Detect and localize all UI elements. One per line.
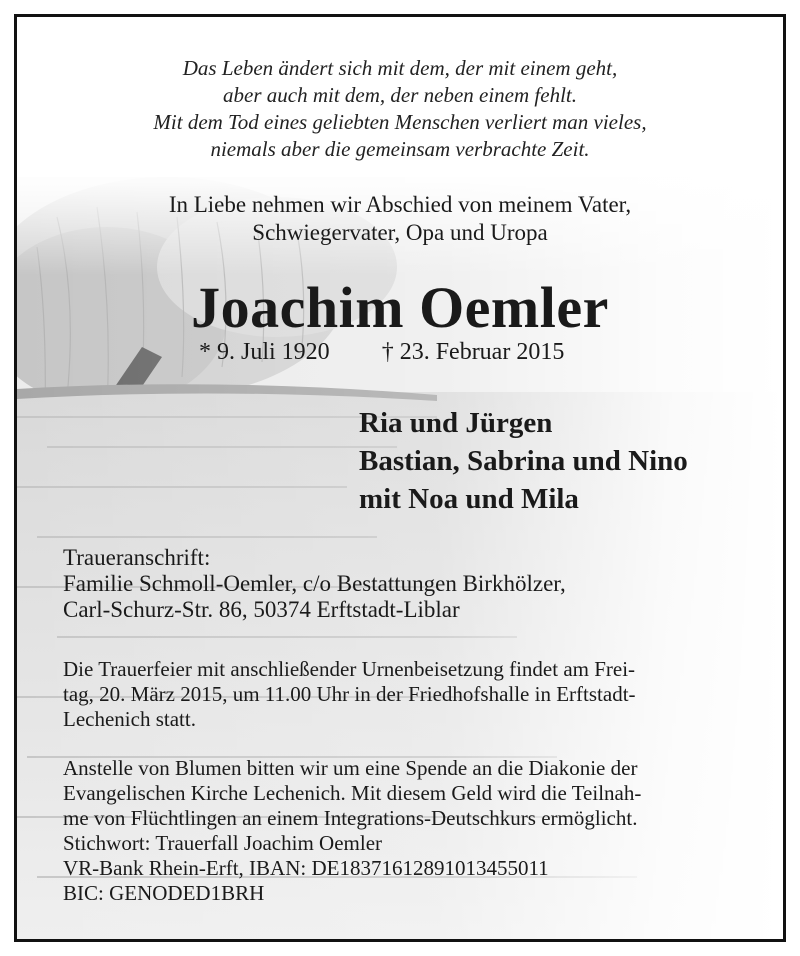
mourning-address xyxy=(63,545,745,623)
address-line: Carl-Schurz-Str. 86, 50374 Erftstadt-Liblar xyxy=(63,597,460,622)
ceremony-line: Lechenich statt. xyxy=(63,707,196,731)
life-dates xyxy=(199,337,564,367)
quote-line: Das Leben ändert sich mit dem, der mit einem geht, xyxy=(182,56,618,80)
family-line: Ria und Jürgen xyxy=(359,407,553,439)
intro-line: Schwiegervater, Opa und Uropa xyxy=(252,220,548,245)
quote-line: Mit dem Tod eines geliebten Menschen verliert man vieles, xyxy=(153,110,647,134)
donation-keyword: Stichwort: Trauerfall Joachim Oemler xyxy=(63,831,383,855)
obituary-frame xyxy=(14,14,786,942)
deceased-name: Joachim Oemler xyxy=(191,275,609,340)
bic-code: BIC: GENODED1BRH xyxy=(63,881,265,905)
death-date: † 23. Februar 2015 xyxy=(381,339,565,365)
donation-line: Anstelle von Blumen bitten wir um eine Spende an die Diakonie der xyxy=(63,756,638,780)
ceremony-line: tag, 20. März 2015, um 11.00 Uhr in der Friedhofshalle in Erftstadt- xyxy=(63,682,636,706)
ceremony-notice xyxy=(63,657,745,732)
donation-notice xyxy=(63,756,745,906)
quote-block xyxy=(17,55,783,163)
quote-line: aber auch mit dem, der neben einem fehlt. xyxy=(223,83,577,107)
farewell-intro xyxy=(17,191,783,247)
family-line: mit Noa und Mila xyxy=(359,483,579,515)
address-label: Traueranschrift: xyxy=(63,545,211,570)
address-line: Familie Schmoll-Oemler, c/o Bestattungen Birkhölzer, xyxy=(63,571,566,596)
ceremony-line: Die Trauerfeier mit anschließender Urnenbeisetzung findet am Frei- xyxy=(63,657,636,681)
intro-line: In Liebe nehmen wir Abschied von meinem Vater, xyxy=(168,192,632,217)
donation-line: me von Flüchtlingen an einem Integrations-Deutschkurs ermöglicht. xyxy=(63,806,638,830)
bank-details: VR-Bank Rhein-Erft, IBAN: DE18371612891013455011 xyxy=(63,856,549,880)
donation-line: Evangelischen Kirche Lechenich. Mit diesem Geld wird die Teilnah- xyxy=(63,781,642,805)
family-line: Bastian, Sabrina und Nino xyxy=(359,445,688,477)
quote-line: niemals aber die gemeinsam verbrachte Zeit. xyxy=(210,137,590,161)
family-signature xyxy=(359,404,688,518)
birth-date: * 9. Juli 1920 xyxy=(199,339,330,365)
